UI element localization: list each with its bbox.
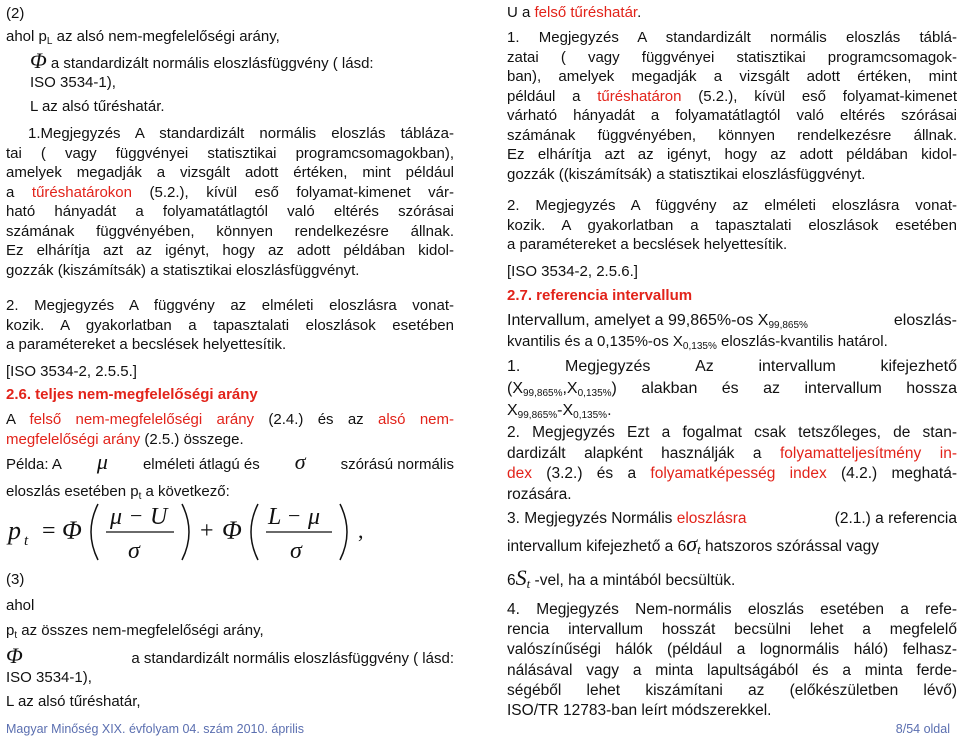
phi-symbol: Φ	[6, 643, 23, 668]
formula-comma: ,	[358, 518, 364, 543]
link-megfelelosegi-arany[interactable]: megfelelőségi arány	[6, 430, 141, 448]
paren-right-2	[340, 504, 347, 560]
sigma-symbol: σ	[686, 531, 698, 556]
text-line: ISO 3534-1),	[30, 74, 116, 91]
mu-symbol: μ	[96, 449, 108, 474]
link-folyamatkepesseg-index[interactable]: folyamatképesség index	[650, 465, 827, 482]
formula-L: L	[268, 504, 282, 530]
note-4-interval: 4. Megjegyzés Nem-normális eloszlás esetében a refe- rencia intervallum hosszát becsülni lehet a megfelelő valószínűségi hálók (például a lognormális háló) felhasz- nálásával vagy a minta lapultságából és a minta ferde- ségéből lehet kiszámítani az (előkészületben lévő) ISO/TR 12783-ban leírt módszerekkel.	[507, 601, 957, 719]
link-felso-nem-megfeleloseg[interactable]: felső nem-megfelelőségi arány	[29, 411, 255, 428]
formula-minus-1: −	[130, 503, 143, 528]
formula-p: p	[8, 516, 21, 545]
formula-phi-1: Φ	[62, 516, 82, 545]
definition-2-6: A felső nem-megfelelőségi arány (2.4.) és az alsó nem- megfelelőségi arány (2.5.) összege.	[6, 411, 454, 448]
section-heading-2-6: 2.6. teljes nem-megfelelőségi arány	[6, 386, 258, 403]
reference-iso-2-5-5: [ISO 3534-2, 2.5.5.]	[6, 363, 137, 380]
text-line: L az alsó tűréshatár.	[30, 98, 165, 115]
formula-pt	[6, 496, 446, 566]
note-1-right: 1. Megjegyzés A standardizált normális eloszlás táblá- zatai ( vagy függvényei statisztikai programcsomagok- ban), amelyek megadják a vizsgált adott értéken, mint például a tűréshatáron (5.2.), kívül eső folyamat-kimenet várható hányadát a folyamatátlagtól való eltérés szórásai számának függvényében, könnyen rendelkezésre állnak. Ez elhárítja azt az igényt, hogy az adott példában kidol- gozzák ((kiszámítsák) a statisztikai eloszlásfüggvényt.	[507, 29, 957, 183]
link-eloszlasra[interactable]: eloszlásra	[676, 510, 747, 527]
note-2-interval: 2. Megjegyzés Ezt a fogalmat csak tetszőleges, de stan- dardizált alapként használják a folyamatteljesítmény in- dex (3.2.) és a folyamatképesség index (4.2.) meghatá- rozására.	[507, 424, 957, 503]
paren-left-1	[91, 504, 98, 560]
text-line: $p_t$ az összes nem-megfelelőségi arány,	[6, 622, 264, 641]
equation-number-2: (2)	[6, 5, 25, 22]
note-1-paragraph: 1.Megjegyzés A standardizált normális eloszlás tábláza- tai ( vagy függvényei statisztikai programcsomagokban), amelyek megadják a vizsgált adott értéken, mint például a tűréshatárokon (5.2.), kívül eső folyamat-kimenet vár- ható hányadát a folyamatátlagtól való eltérés szórásai számának függvényében, könnyen rendelkezésre állnak. Ez elhárítja azt az igényt, hogy az adott példában kidol- gozzák (kiszámítsák) a statisztikai eloszlásfüggvényt.	[6, 125, 454, 279]
link-felso-tureshatar[interactable]: felső tűréshatár	[534, 4, 638, 21]
reference-iso-2-5-6: [ISO 3534-2, 2.5.6.]	[507, 263, 638, 280]
formula-mu-1: μ	[110, 504, 123, 530]
example-line: Példa: A μ elméleti átlagú és σ szórású normális	[6, 449, 454, 474]
section-heading-2-7: 2.7. referencia intervallum	[507, 287, 693, 304]
text-line: L az alsó tűréshatár,	[6, 693, 141, 710]
footer-page-number: 8/54 oldal	[895, 722, 950, 736]
formula-U: U	[150, 504, 168, 530]
text-line: 3. Megjegyzés Normális eloszlásra (2.1.) a referencia	[507, 510, 957, 527]
link-tureshatarokon[interactable]: tűréshatárokon	[31, 183, 132, 201]
formula-mu-2: μ	[308, 504, 321, 530]
text-line: eloszlás esetében $p_t$ a következő:	[6, 483, 230, 502]
formula-t: t	[24, 533, 29, 549]
link-index[interactable]: dex	[507, 465, 532, 482]
paren-left-2	[251, 504, 258, 560]
link-tureshataron[interactable]: tűréshatáron	[597, 87, 682, 105]
text-line: ahol $p_L$ az alsó nem-megfelelőségi arány,	[6, 28, 280, 47]
text-line: Φ a standardizált normális eloszlásfüggvény ( lásd:	[30, 48, 374, 73]
text-line: $6S_t$ -vel, ha a mintából becsültük.	[507, 565, 736, 591]
s-symbol: S	[515, 565, 527, 590]
formula-sigma-2: σ	[290, 538, 302, 564]
footer-publication: Magyar Minőség XIX. évfolyam 04. szám 2010. április	[6, 722, 305, 736]
formula-phi-2: Φ	[222, 516, 242, 545]
phi-symbol: Φ	[30, 48, 47, 73]
note-2-right: 2. Megjegyzés A függvény az elméleti eloszlásra vonat- kozik. A gyakorlatban a tapasztalati eloszlások esetében a paramétereket a becslések helyettesítik.	[507, 197, 957, 253]
text-line: Φ a standardizált normális eloszlásfüggvény ( lásd:	[6, 643, 454, 668]
text-line: Intervallum, amelyet a 99,865%-os $X_{99,865\%}$ eloszlás-	[507, 312, 957, 331]
text-line: ahol	[6, 597, 35, 614]
sigma-symbol: σ	[294, 449, 306, 474]
text-line: 1. Megjegyzés Az intervallum kifejezhető	[507, 358, 957, 375]
text-line: U a felső tűréshatár.	[507, 4, 642, 21]
paren-right-1	[182, 504, 189, 560]
formula-plus: +	[200, 518, 214, 544]
note-2-paragraph: 2. Megjegyzés A függvény az elméleti eloszlásra vonat- kozik. A gyakorlatban a tapasztalati eloszlások esetében a paramétereket a becslések helyettesítik.	[6, 297, 454, 353]
equation-number-3: (3)	[6, 571, 25, 588]
formula-eq: =	[42, 518, 56, 544]
text-line: kvantilis és a 0,135%-os $X_{0,135\%}$ eloszlás-kvantilis határol.	[507, 333, 888, 352]
text-line: ISO 3534-1),	[6, 669, 92, 686]
text-line: intervallum kifejezhető a $6\sigma_t$ hatszoros szórással vagy	[507, 531, 880, 557]
link-also-nem-megfeleloseg[interactable]: alsó nem-	[378, 411, 454, 428]
formula-sigma-1: σ	[128, 538, 140, 564]
formula-minus-2: −	[288, 503, 301, 528]
text-line: $X_{99,865\%}-X_{0,135\%}$.	[507, 402, 612, 421]
link-folyamatteljesitmeny[interactable]: folyamatteljesítmény in-	[780, 444, 957, 462]
text-line: $(X_{99,865\%},X_{0,135\%})$ alakban és az intervallum hossza	[507, 380, 957, 399]
